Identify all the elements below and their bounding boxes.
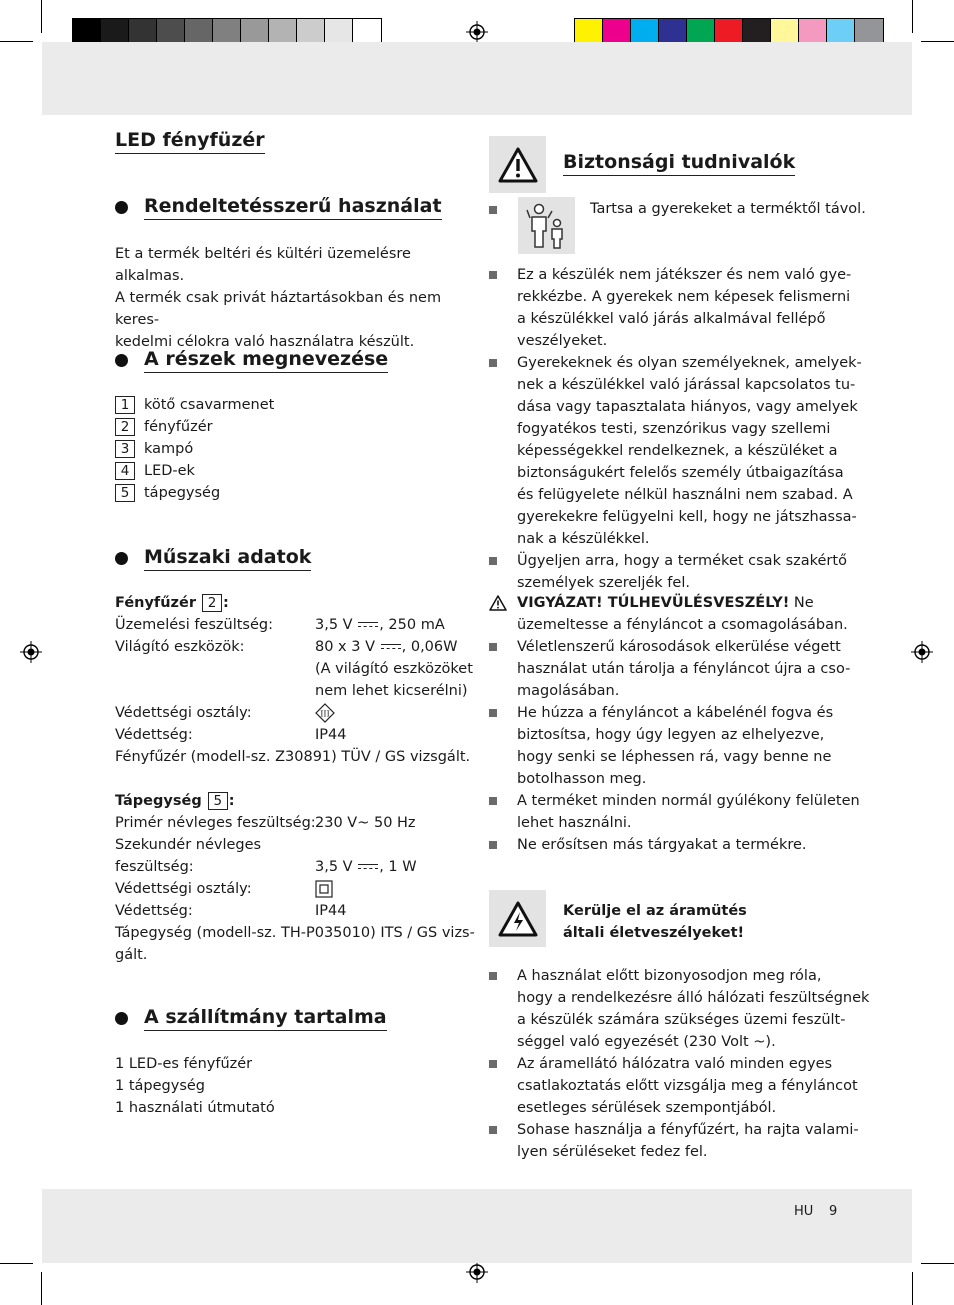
crop-mark (921, 1263, 954, 1264)
crop-mark (912, 0, 913, 33)
protection-class-ii-icon (315, 880, 333, 898)
warning-triangle-icon (489, 595, 507, 611)
bullet-square-icon (489, 1126, 497, 1134)
crop-mark (0, 41, 33, 42)
list-item: 1 LED-es fényfűzér (115, 1056, 253, 1072)
part-label: tápegység (144, 485, 221, 501)
list-item: 1 használati útmutató (115, 1100, 275, 1116)
bullet-icon (115, 1012, 128, 1025)
bullet-square-icon (489, 709, 497, 717)
safety-heading: Biztonsági tudnivalók (563, 151, 795, 176)
part-item (115, 394, 274, 416)
crop-mark (41, 1272, 42, 1305)
registration-mark-icon (466, 21, 488, 43)
section-heading: Műszaki adatok (144, 546, 311, 571)
svg-text:III: III (320, 709, 330, 719)
bullet-square-icon (489, 206, 497, 214)
footer-band (42, 1189, 912, 1263)
section-delivery (115, 1006, 387, 1031)
power-supply-title: Tápegység 5 : (115, 793, 235, 809)
bullet-square-icon (489, 972, 497, 980)
dc-symbol-icon (358, 621, 378, 629)
part-number: 5 (208, 792, 228, 810)
children-warning-box (518, 197, 575, 254)
crop-mark (41, 0, 42, 33)
part-number: 2 (115, 418, 135, 436)
bullet-square-icon (489, 557, 497, 565)
bullet-icon (115, 354, 128, 367)
section-intended-use (115, 195, 442, 220)
bullet-icon (115, 201, 128, 214)
part-number: 1 (115, 396, 135, 414)
dc-symbol-icon (358, 863, 378, 871)
registration-mark-icon (466, 1261, 488, 1283)
part-item (115, 482, 220, 504)
crop-mark (921, 41, 954, 42)
electric-shock-icon (498, 901, 538, 937)
warning-triangle-icon (498, 147, 538, 183)
shock-warning-box (489, 890, 546, 947)
header-band (42, 42, 912, 115)
section-specs (115, 546, 311, 571)
part-label: kampó (144, 441, 194, 457)
section-heading: Rendeltetésszerű használat (144, 195, 442, 220)
footer-lang: HU (794, 1204, 814, 1219)
part-item (115, 438, 193, 460)
intended-use-text: Et a termék beltéri és kültéri üzemelésre alkalmas. A termék csak privát háztartásokban és nem keres- kedelmi célokra való használatra készült. (115, 246, 442, 350)
keep-away-from-children-icon (525, 201, 569, 251)
part-label: LED-ek (144, 463, 195, 479)
part-label: kötő csavarmenet (144, 397, 275, 413)
part-number: 3 (115, 440, 135, 458)
page-title: LED fényfüzér (115, 129, 265, 154)
page-number: 9 (829, 1204, 838, 1219)
light-chain-title: Fényfűzér 2 : (115, 595, 229, 611)
children-note: Tartsa a gyerekeket a terméktől távol. (590, 201, 866, 217)
protection-class-iii-icon (315, 703, 335, 723)
part-number: 5 (115, 484, 135, 502)
crop-mark (0, 1263, 33, 1264)
section-parts (115, 348, 388, 373)
bullet-square-icon (489, 271, 497, 279)
bullet-square-icon (489, 797, 497, 805)
bullet-square-icon (489, 359, 497, 367)
registration-mark-icon (911, 641, 933, 663)
delivery-list (115, 1053, 275, 1119)
part-number: 4 (115, 462, 135, 480)
dc-symbol-icon (381, 643, 401, 651)
part-item (115, 460, 195, 482)
list-item: 1 tápegység (115, 1078, 205, 1094)
part-label: fényfűzér (144, 419, 213, 435)
crop-mark (912, 1272, 913, 1305)
shock-heading: Kerülje el az áramütés általi életveszélyeket! (563, 903, 747, 941)
registration-mark-icon (20, 641, 42, 663)
section-heading: A szállítmány tartalma (144, 1006, 387, 1031)
section-heading: A részek megnevezése (144, 348, 388, 373)
bullet-icon (115, 552, 128, 565)
warning-box (489, 136, 546, 193)
part-number: 2 (202, 594, 222, 612)
part-item (115, 416, 213, 438)
bullet-square-icon (489, 1060, 497, 1068)
bullet-square-icon (489, 643, 497, 651)
bullet-square-icon (489, 841, 497, 849)
